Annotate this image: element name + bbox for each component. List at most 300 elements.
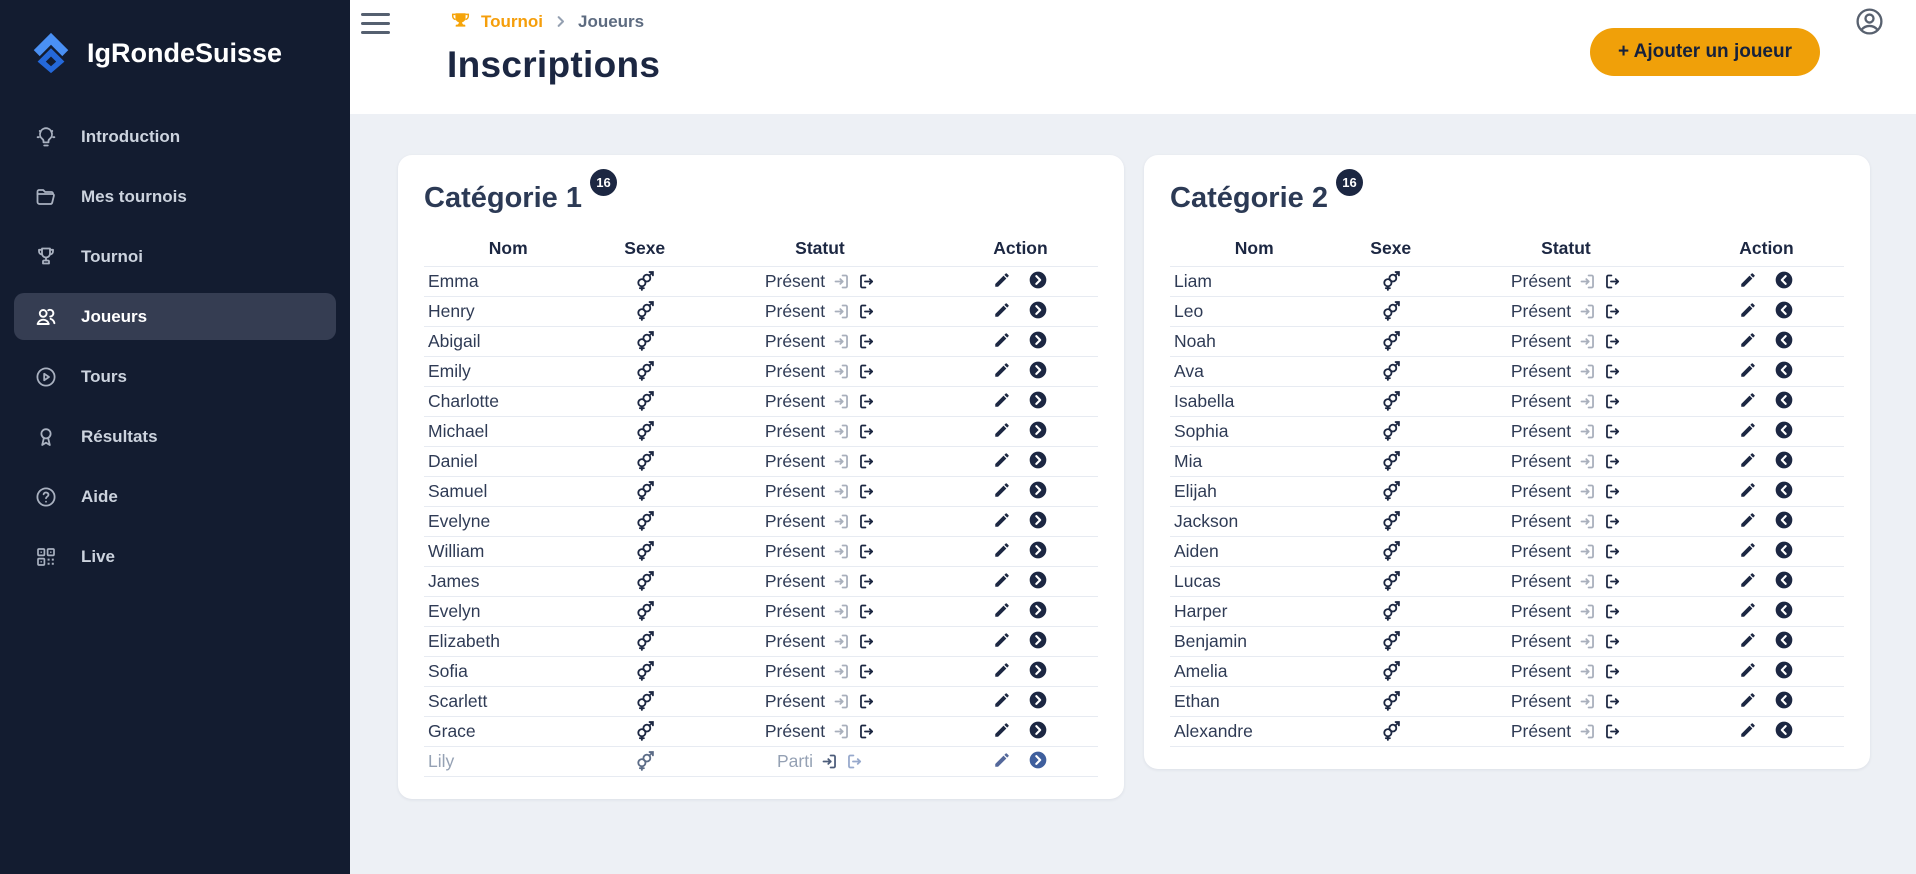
gender-icon[interactable] — [634, 451, 655, 472]
statut-cell — [697, 327, 943, 357]
edit-icon[interactable] — [1739, 721, 1757, 739]
status-label: Présent — [1510, 541, 1572, 561]
login-icon[interactable] — [833, 363, 850, 380]
column-header: Nom — [1170, 236, 1339, 267]
status-label: Présent — [764, 301, 826, 321]
logout-icon[interactable] — [858, 333, 875, 350]
gender-icon[interactable] — [1380, 721, 1401, 742]
logout-icon[interactable] — [1604, 663, 1621, 680]
player-name: Elizabeth — [424, 627, 593, 657]
login-icon[interactable] — [1579, 603, 1596, 620]
edit-icon[interactable] — [1739, 421, 1757, 439]
statut-cell — [1443, 477, 1689, 507]
statut-cell — [1443, 447, 1689, 477]
status-label: Présent — [1510, 391, 1572, 411]
login-icon[interactable] — [833, 633, 850, 650]
logout-icon[interactable] — [1604, 273, 1621, 290]
login-icon[interactable] — [833, 453, 850, 470]
login-icon[interactable] — [1579, 633, 1596, 650]
player-name: Alexandre — [1170, 717, 1339, 747]
move-right-icon[interactable] — [1028, 600, 1048, 620]
topbar — [350, 0, 1916, 114]
gender-icon[interactable] — [634, 721, 655, 742]
action-cell — [943, 717, 1098, 747]
status-label: Présent — [1510, 271, 1572, 291]
status-label: Présent — [1510, 301, 1572, 321]
gender-icon[interactable] — [634, 691, 655, 712]
logout-icon[interactable] — [858, 273, 875, 290]
logout-icon[interactable] — [858, 483, 875, 500]
move-left-icon[interactable] — [1774, 450, 1794, 470]
logout-icon[interactable] — [1604, 543, 1621, 560]
action-cell — [943, 627, 1098, 657]
login-icon[interactable] — [833, 423, 850, 440]
gender-icon[interactable] — [634, 361, 655, 382]
player-name: William — [424, 537, 593, 567]
logout-icon[interactable] — [858, 363, 875, 380]
statut-cell — [1443, 327, 1689, 357]
move-right-icon[interactable] — [1028, 690, 1048, 710]
move-left-icon[interactable] — [1774, 420, 1794, 440]
category-title: Catégorie 1 — [424, 182, 582, 214]
logout-icon[interactable] — [1604, 483, 1621, 500]
player-name: Sofia — [424, 657, 593, 687]
login-icon[interactable] — [1579, 303, 1596, 320]
edit-icon[interactable] — [1739, 691, 1757, 709]
login-icon[interactable] — [833, 303, 850, 320]
sidebar-item-live[interactable] — [14, 533, 336, 580]
action-cell — [943, 687, 1098, 717]
status-label: Parti — [776, 751, 813, 771]
action-cell — [1689, 717, 1844, 747]
gender-icon[interactable] — [634, 421, 655, 442]
gender-icon[interactable] — [634, 391, 655, 412]
logout-icon[interactable] — [858, 603, 875, 620]
login-icon[interactable] — [1579, 273, 1596, 290]
edit-icon[interactable] — [1739, 541, 1757, 559]
logout-icon[interactable] — [858, 663, 875, 680]
status-label: Présent — [764, 271, 826, 291]
player-row — [1170, 327, 1844, 357]
player-row — [1170, 657, 1844, 687]
move-left-icon[interactable] — [1774, 690, 1794, 710]
logout-icon[interactable] — [858, 723, 875, 740]
move-right-icon[interactable] — [1028, 570, 1048, 590]
player-row — [424, 267, 1098, 297]
action-cell — [1689, 567, 1844, 597]
edit-icon[interactable] — [993, 631, 1011, 649]
category-card-1 — [398, 155, 1124, 799]
gender-icon[interactable] — [634, 331, 655, 352]
breadcrumb-current: Joueurs — [578, 11, 645, 31]
login-icon[interactable] — [1579, 453, 1596, 470]
login-icon[interactable] — [833, 393, 850, 410]
edit-icon[interactable] — [1739, 451, 1757, 469]
move-right-icon[interactable] — [1028, 630, 1048, 650]
player-name: Liam — [1170, 267, 1339, 297]
statut-cell — [1443, 267, 1689, 297]
statut-cell — [1443, 537, 1689, 567]
edit-icon[interactable] — [993, 571, 1011, 589]
move-right-icon[interactable] — [1028, 450, 1048, 470]
sexe-cell — [1339, 687, 1443, 717]
gender-icon[interactable] — [1380, 511, 1401, 532]
edit-icon[interactable] — [1739, 631, 1757, 649]
sidebar-item-aide[interactable] — [14, 473, 336, 520]
logout-icon[interactable] — [1604, 333, 1621, 350]
logout-icon[interactable] — [1604, 693, 1621, 710]
brand-name: IgRondeSuisse — [87, 37, 283, 68]
column-header: Statut — [1443, 236, 1689, 267]
folder-icon — [33, 184, 58, 209]
player-row — [1170, 507, 1844, 537]
logout-icon[interactable] — [858, 693, 875, 710]
edit-icon[interactable] — [993, 511, 1011, 529]
edit-icon[interactable] — [993, 391, 1011, 409]
move-right-icon[interactable] — [1028, 480, 1048, 500]
logout-icon[interactable] — [858, 513, 875, 530]
player-name: Abigail — [424, 327, 593, 357]
sexe-cell — [593, 687, 697, 717]
gender-icon[interactable] — [1380, 691, 1401, 712]
move-left-icon[interactable] — [1774, 360, 1794, 380]
login-icon[interactable] — [833, 333, 850, 350]
sexe-cell — [1339, 267, 1443, 297]
category-card-2 — [1144, 155, 1870, 769]
logout-icon[interactable] — [1604, 573, 1621, 590]
move-left-icon[interactable] — [1774, 630, 1794, 650]
gender-icon[interactable] — [634, 481, 655, 502]
move-right-icon[interactable] — [1028, 300, 1048, 320]
move-right-icon[interactable] — [1028, 270, 1048, 290]
sidebar-item-label: Joueurs — [81, 306, 148, 326]
player-row — [424, 297, 1098, 327]
login-icon[interactable] — [821, 753, 838, 770]
logout-icon[interactable] — [858, 573, 875, 590]
gender-icon[interactable] — [1380, 301, 1401, 322]
edit-icon[interactable] — [993, 331, 1011, 349]
logout-icon[interactable] — [1604, 363, 1621, 380]
player-name: Noah — [1170, 327, 1339, 357]
login-icon[interactable] — [833, 693, 850, 710]
logout-icon[interactable] — [846, 753, 863, 770]
player-row — [424, 687, 1098, 717]
move-left-icon[interactable] — [1774, 300, 1794, 320]
players-table — [1170, 236, 1844, 747]
category-count-badge: 16 — [590, 169, 617, 196]
gender-icon[interactable] — [1380, 631, 1401, 652]
action-cell — [943, 417, 1098, 447]
gender-icon[interactable] — [1380, 601, 1401, 622]
qr-code-icon — [33, 544, 58, 569]
sidebar-item-introduction[interactable] — [14, 113, 336, 160]
gender-icon[interactable] — [1380, 421, 1401, 442]
login-icon[interactable] — [833, 543, 850, 560]
statut-cell — [1443, 717, 1689, 747]
move-right-icon[interactable] — [1028, 330, 1048, 350]
sexe-cell — [1339, 627, 1443, 657]
edit-icon[interactable] — [1739, 481, 1757, 499]
edit-icon[interactable] — [1739, 361, 1757, 379]
player-row — [1170, 447, 1844, 477]
status-label: Présent — [764, 391, 826, 411]
gender-icon[interactable] — [1380, 541, 1401, 562]
player-name: James — [424, 567, 593, 597]
login-icon[interactable] — [833, 603, 850, 620]
statut-cell — [697, 567, 943, 597]
action-cell — [1689, 387, 1844, 417]
add-player-button[interactable]: + Ajouter un joueur — [1590, 28, 1820, 76]
login-icon[interactable] — [1579, 573, 1596, 590]
status-label: Présent — [1510, 661, 1572, 681]
edit-icon[interactable] — [1739, 571, 1757, 589]
gender-icon[interactable] — [634, 301, 655, 322]
player-name: Lucas — [1170, 567, 1339, 597]
login-icon[interactable] — [833, 273, 850, 290]
login-icon[interactable] — [1579, 483, 1596, 500]
gender-icon[interactable] — [634, 511, 655, 532]
sexe-cell — [1339, 477, 1443, 507]
login-icon[interactable] — [833, 573, 850, 590]
login-icon[interactable] — [1579, 663, 1596, 680]
hamburger-menu-icon[interactable] — [361, 11, 390, 36]
players-table — [424, 236, 1098, 777]
player-row — [1170, 597, 1844, 627]
edit-icon[interactable] — [993, 451, 1011, 469]
gender-icon[interactable] — [1380, 271, 1401, 292]
move-left-icon[interactable] — [1774, 390, 1794, 410]
gender-icon[interactable] — [634, 661, 655, 682]
player-name: Samuel — [424, 477, 593, 507]
sexe-cell — [593, 357, 697, 387]
move-left-icon[interactable] — [1774, 720, 1794, 740]
gender-icon[interactable] — [1380, 391, 1401, 412]
gender-icon[interactable] — [1380, 481, 1401, 502]
action-cell — [943, 537, 1098, 567]
logout-icon[interactable] — [1604, 723, 1621, 740]
move-left-icon[interactable] — [1774, 510, 1794, 530]
edit-icon[interactable] — [993, 721, 1011, 739]
statut-cell — [1443, 657, 1689, 687]
edit-icon[interactable] — [993, 541, 1011, 559]
lightbulb-icon — [33, 124, 58, 149]
edit-icon[interactable] — [993, 301, 1011, 319]
action-cell — [943, 747, 1098, 777]
gender-icon[interactable] — [634, 631, 655, 652]
breadcrumb-tournoi-link[interactable]: Tournoi — [481, 11, 543, 31]
move-right-icon[interactable] — [1028, 390, 1048, 410]
move-left-icon[interactable] — [1774, 270, 1794, 290]
action-cell — [943, 357, 1098, 387]
player-name: Daniel — [424, 447, 593, 477]
sexe-cell — [1339, 447, 1443, 477]
player-name: Sophia — [1170, 417, 1339, 447]
player-name: Lily — [424, 747, 593, 777]
sexe-cell — [593, 747, 697, 777]
move-left-icon[interactable] — [1774, 330, 1794, 350]
sexe-cell — [1339, 597, 1443, 627]
sidebar-nav — [0, 113, 350, 580]
move-left-icon[interactable] — [1774, 660, 1794, 680]
logout-icon[interactable] — [1604, 513, 1621, 530]
sidebar-item-tournoi[interactable] — [14, 233, 336, 280]
move-left-icon[interactable] — [1774, 540, 1794, 560]
gender-icon[interactable] — [634, 271, 655, 292]
move-right-icon[interactable] — [1028, 750, 1048, 770]
move-right-icon[interactable] — [1028, 510, 1048, 530]
sidebar-item-joueurs[interactable] — [14, 293, 336, 340]
sidebar-item-tours[interactable] — [14, 353, 336, 400]
gender-icon[interactable] — [634, 541, 655, 562]
login-icon[interactable] — [1579, 543, 1596, 560]
column-header: Statut — [697, 236, 943, 267]
statut-cell — [697, 477, 943, 507]
login-icon[interactable] — [1579, 693, 1596, 710]
player-row — [1170, 627, 1844, 657]
player-row — [424, 417, 1098, 447]
statut-cell — [1443, 387, 1689, 417]
gender-icon[interactable] — [1380, 661, 1401, 682]
status-label: Présent — [764, 541, 826, 561]
edit-icon[interactable] — [1739, 511, 1757, 529]
sexe-cell — [1339, 357, 1443, 387]
edit-icon[interactable] — [1739, 391, 1757, 409]
statut-cell — [697, 687, 943, 717]
status-label: Présent — [764, 721, 826, 741]
logout-icon[interactable] — [1604, 393, 1621, 410]
sexe-cell — [1339, 567, 1443, 597]
edit-icon[interactable] — [993, 361, 1011, 379]
sidebar-item-label: Résultats — [81, 426, 158, 446]
player-row — [424, 657, 1098, 687]
page-title: Inscriptions — [447, 44, 661, 85]
move-left-icon[interactable] — [1774, 600, 1794, 620]
action-cell — [943, 297, 1098, 327]
login-icon[interactable] — [1579, 363, 1596, 380]
player-row — [424, 597, 1098, 627]
sexe-cell — [593, 657, 697, 687]
gender-icon[interactable] — [634, 601, 655, 622]
status-label: Présent — [1510, 691, 1572, 711]
action-cell — [1689, 627, 1844, 657]
sexe-cell — [593, 417, 697, 447]
edit-icon[interactable] — [993, 691, 1011, 709]
login-icon[interactable] — [833, 483, 850, 500]
login-icon[interactable] — [1579, 723, 1596, 740]
edit-icon[interactable] — [1739, 271, 1757, 289]
move-right-icon[interactable] — [1028, 720, 1048, 740]
status-label: Présent — [1510, 631, 1572, 651]
gender-icon[interactable] — [634, 751, 655, 772]
logout-icon[interactable] — [1604, 603, 1621, 620]
sexe-cell — [593, 597, 697, 627]
player-name: Henry — [424, 297, 593, 327]
sexe-cell — [593, 717, 697, 747]
player-name: Harper — [1170, 597, 1339, 627]
edit-icon[interactable] — [993, 751, 1011, 769]
login-icon[interactable] — [1579, 423, 1596, 440]
player-name: Charlotte — [424, 387, 593, 417]
move-left-icon[interactable] — [1774, 570, 1794, 590]
gender-icon[interactable] — [1380, 331, 1401, 352]
logout-icon[interactable] — [1604, 423, 1621, 440]
edit-icon[interactable] — [1739, 661, 1757, 679]
table-header-row — [1170, 236, 1844, 267]
sidebar-item-resultats[interactable] — [14, 413, 336, 460]
edit-icon[interactable] — [993, 661, 1011, 679]
player-row — [424, 747, 1098, 777]
login-icon[interactable] — [833, 513, 850, 530]
status-label: Présent — [1510, 361, 1572, 381]
gender-icon[interactable] — [634, 571, 655, 592]
sexe-cell — [593, 447, 697, 477]
edit-icon[interactable] — [1739, 331, 1757, 349]
edit-icon[interactable] — [1739, 601, 1757, 619]
gender-icon[interactable] — [1380, 361, 1401, 382]
edit-icon[interactable] — [1739, 301, 1757, 319]
player-name: Ava — [1170, 357, 1339, 387]
logout-icon[interactable] — [1604, 303, 1621, 320]
logout-icon[interactable] — [858, 633, 875, 650]
logout-icon[interactable] — [858, 423, 875, 440]
user-account-icon[interactable] — [1854, 6, 1885, 37]
status-label: Présent — [1510, 451, 1572, 471]
edit-icon[interactable] — [993, 481, 1011, 499]
move-right-icon[interactable] — [1028, 420, 1048, 440]
move-right-icon[interactable] — [1028, 660, 1048, 680]
login-icon[interactable] — [833, 663, 850, 680]
statut-cell — [1443, 297, 1689, 327]
sexe-cell — [593, 507, 697, 537]
status-label: Présent — [764, 331, 826, 351]
player-row — [1170, 567, 1844, 597]
logout-icon[interactable] — [858, 453, 875, 470]
logout-icon[interactable] — [858, 543, 875, 560]
edit-icon[interactable] — [993, 601, 1011, 619]
logout-icon[interactable] — [858, 303, 875, 320]
login-icon[interactable] — [1579, 393, 1596, 410]
login-icon[interactable] — [833, 723, 850, 740]
action-cell — [943, 267, 1098, 297]
statut-cell — [1443, 687, 1689, 717]
gender-icon[interactable] — [1380, 571, 1401, 592]
player-name: Emma — [424, 267, 593, 297]
player-row — [1170, 267, 1844, 297]
edit-icon[interactable] — [993, 421, 1011, 439]
logout-icon[interactable] — [1604, 453, 1621, 470]
statut-cell — [697, 417, 943, 447]
logout-icon[interactable] — [1604, 633, 1621, 650]
move-right-icon[interactable] — [1028, 540, 1048, 560]
gender-icon[interactable] — [1380, 451, 1401, 472]
column-header: Action — [943, 236, 1098, 267]
player-row — [1170, 417, 1844, 447]
edit-icon[interactable] — [993, 271, 1011, 289]
player-row — [424, 627, 1098, 657]
player-row — [424, 387, 1098, 417]
action-cell — [1689, 327, 1844, 357]
login-icon[interactable] — [1579, 333, 1596, 350]
sidebar-item-mes-tournois[interactable] — [14, 173, 336, 220]
player-name: Leo — [1170, 297, 1339, 327]
action-cell — [943, 657, 1098, 687]
sidebar-item-label: Introduction — [81, 126, 181, 146]
logout-icon[interactable] — [858, 393, 875, 410]
move-left-icon[interactable] — [1774, 480, 1794, 500]
move-right-icon[interactable] — [1028, 360, 1048, 380]
login-icon[interactable] — [1579, 513, 1596, 530]
status-label: Présent — [1510, 601, 1572, 621]
